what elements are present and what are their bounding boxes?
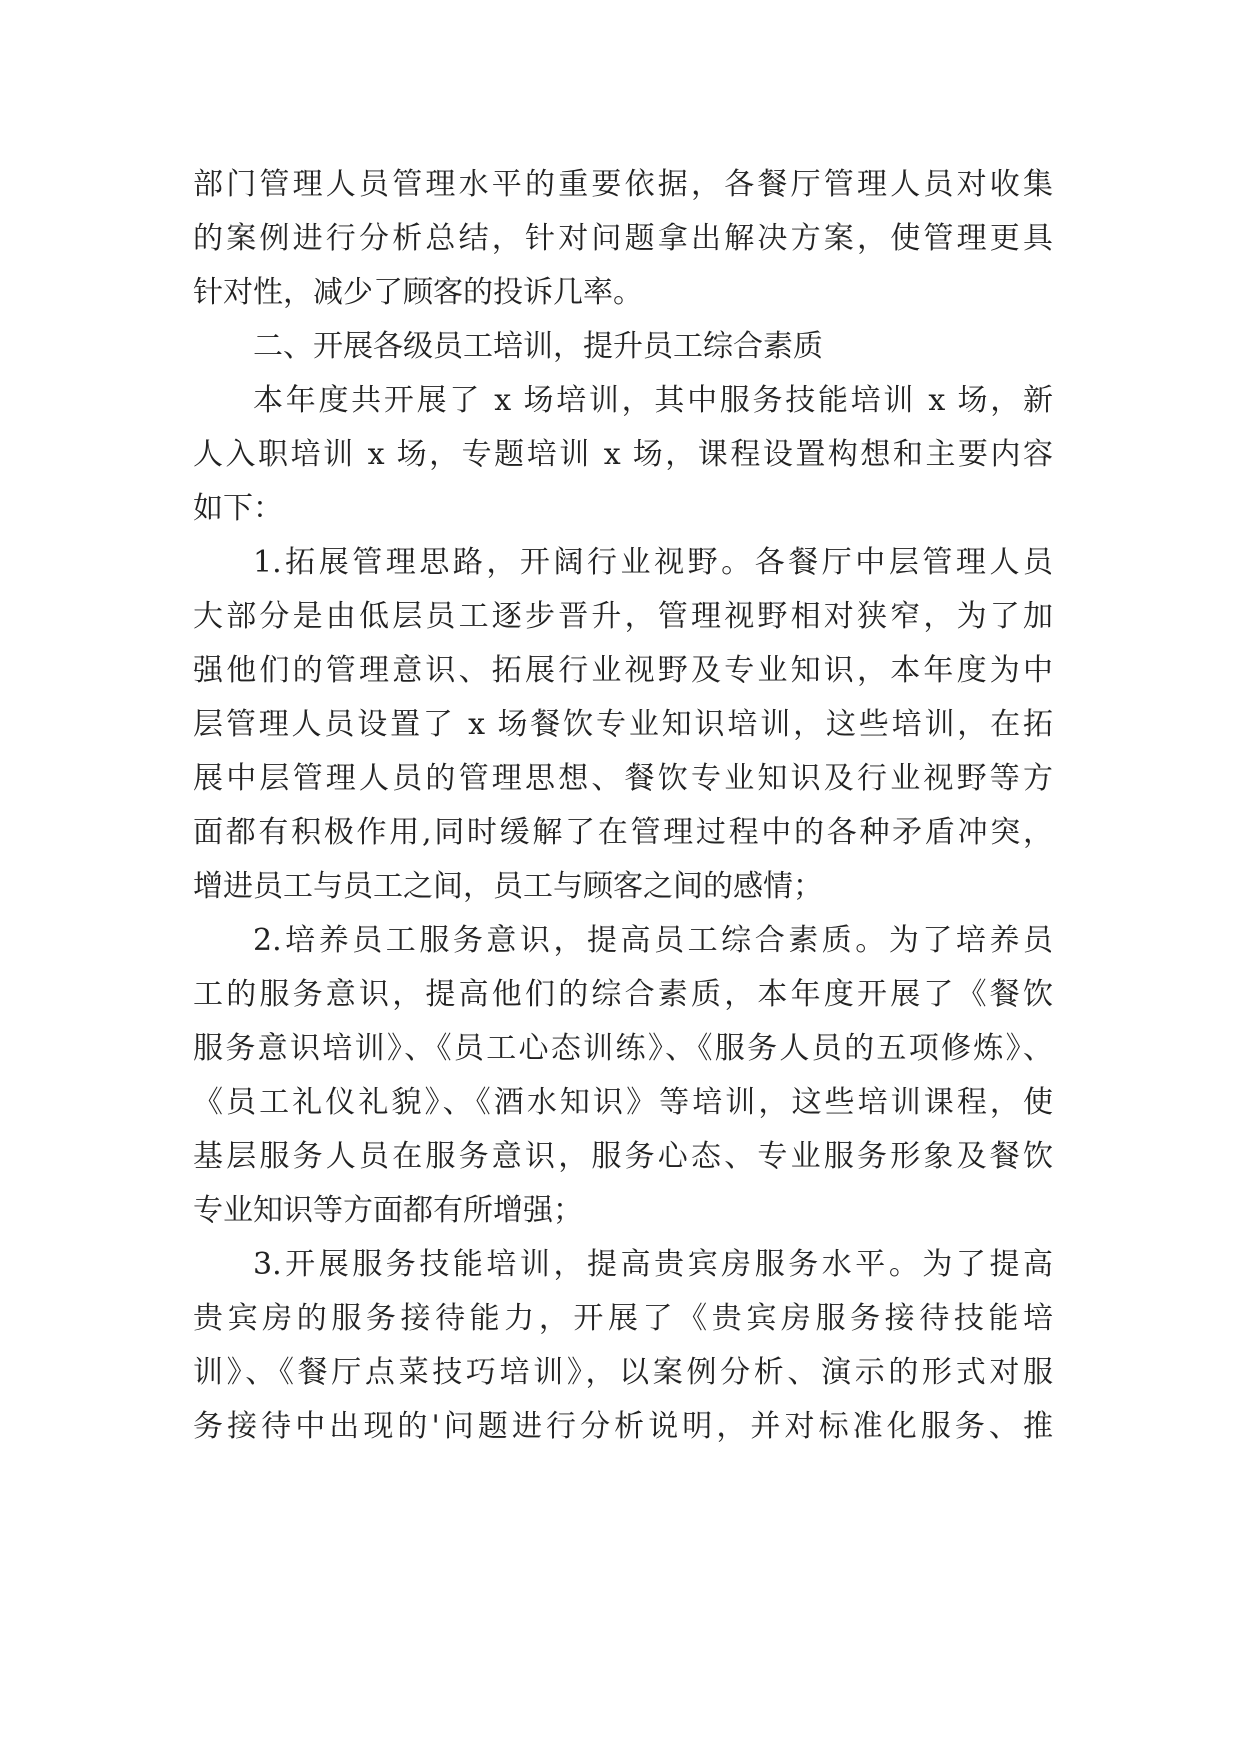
- text-line: 强他们的管理意识、拓展行业视野及专业知识，本年度为中: [193, 653, 1053, 688]
- text-line: 工的服务意识，提高他们的综合素质，本年度开展了《餐饮: [193, 977, 1053, 1012]
- text-line: 贵宾房的服务接待能力，开展了《贵宾房服务接待技能培: [193, 1301, 1053, 1336]
- document-body: [193, 158, 1053, 1454]
- text-line: 基层服务人员在服务意识，服务心态、专业服务形象及餐饮: [193, 1139, 1053, 1174]
- text-line: 人入职培训 x 场，专题培训 x 场，课程设置构想和主要内容: [193, 437, 1053, 472]
- text-line: 大部分是由低层员工逐步晋升，管理视野相对狭窄，为了加: [193, 599, 1053, 634]
- text-line: 训》、《餐厅点菜技巧培训》，以案例分析、演示的形式对服: [193, 1355, 1053, 1390]
- text-line: 的案例进行分析总结，针对问题拿出解决方案，使管理更具: [193, 221, 1053, 256]
- section-heading: 二、开展各级员工培训，提升员工综合素质: [253, 329, 823, 364]
- text-line: 部门管理人员管理水平的重要依据，各餐厅管理人员对收集: [193, 167, 1053, 202]
- text-line: 专业知识等方面都有所增强；: [193, 1193, 583, 1228]
- text-line: 层管理人员设置了 x 场餐饮专业知识培训，这些培训，在拓: [193, 707, 1053, 742]
- text-line: 本年度共开展了 x 场培训，其中服务技能培训 x 场，新: [253, 383, 1053, 418]
- text-line: 3.开展服务技能培训，提高贵宾房服务水平。为了提高: [253, 1247, 1053, 1282]
- text-line: 服务意识培训》、《员工心态训练》、《服务人员的五项修炼》、: [193, 1031, 1053, 1066]
- text-line: 2.培养员工服务意识，提高员工综合素质。为了培养员: [253, 923, 1053, 958]
- text-line: 增进员工与员工之间，员工与顾客之间的感情；: [193, 869, 823, 904]
- text-line: 展中层管理人员的管理思想、餐饮专业知识及行业视野等方: [193, 761, 1053, 796]
- text-line: 针对性，减少了顾客的投诉几率。: [193, 275, 643, 310]
- text-line: 1.拓展管理思路，开阔行业视野。各餐厅中层管理人员: [253, 545, 1053, 580]
- text-line: 《员工礼仪礼貌》、《酒水知识》等培训，这些培训课程，使: [193, 1085, 1053, 1120]
- text-line: 面都有积极作用,同时缓解了在管理过程中的各种矛盾冲突，: [193, 815, 1053, 850]
- text-line: 务接待中出现的'问题进行分析说明，并对标准化服务、推: [193, 1409, 1053, 1444]
- text-line: 如下：: [193, 491, 283, 526]
